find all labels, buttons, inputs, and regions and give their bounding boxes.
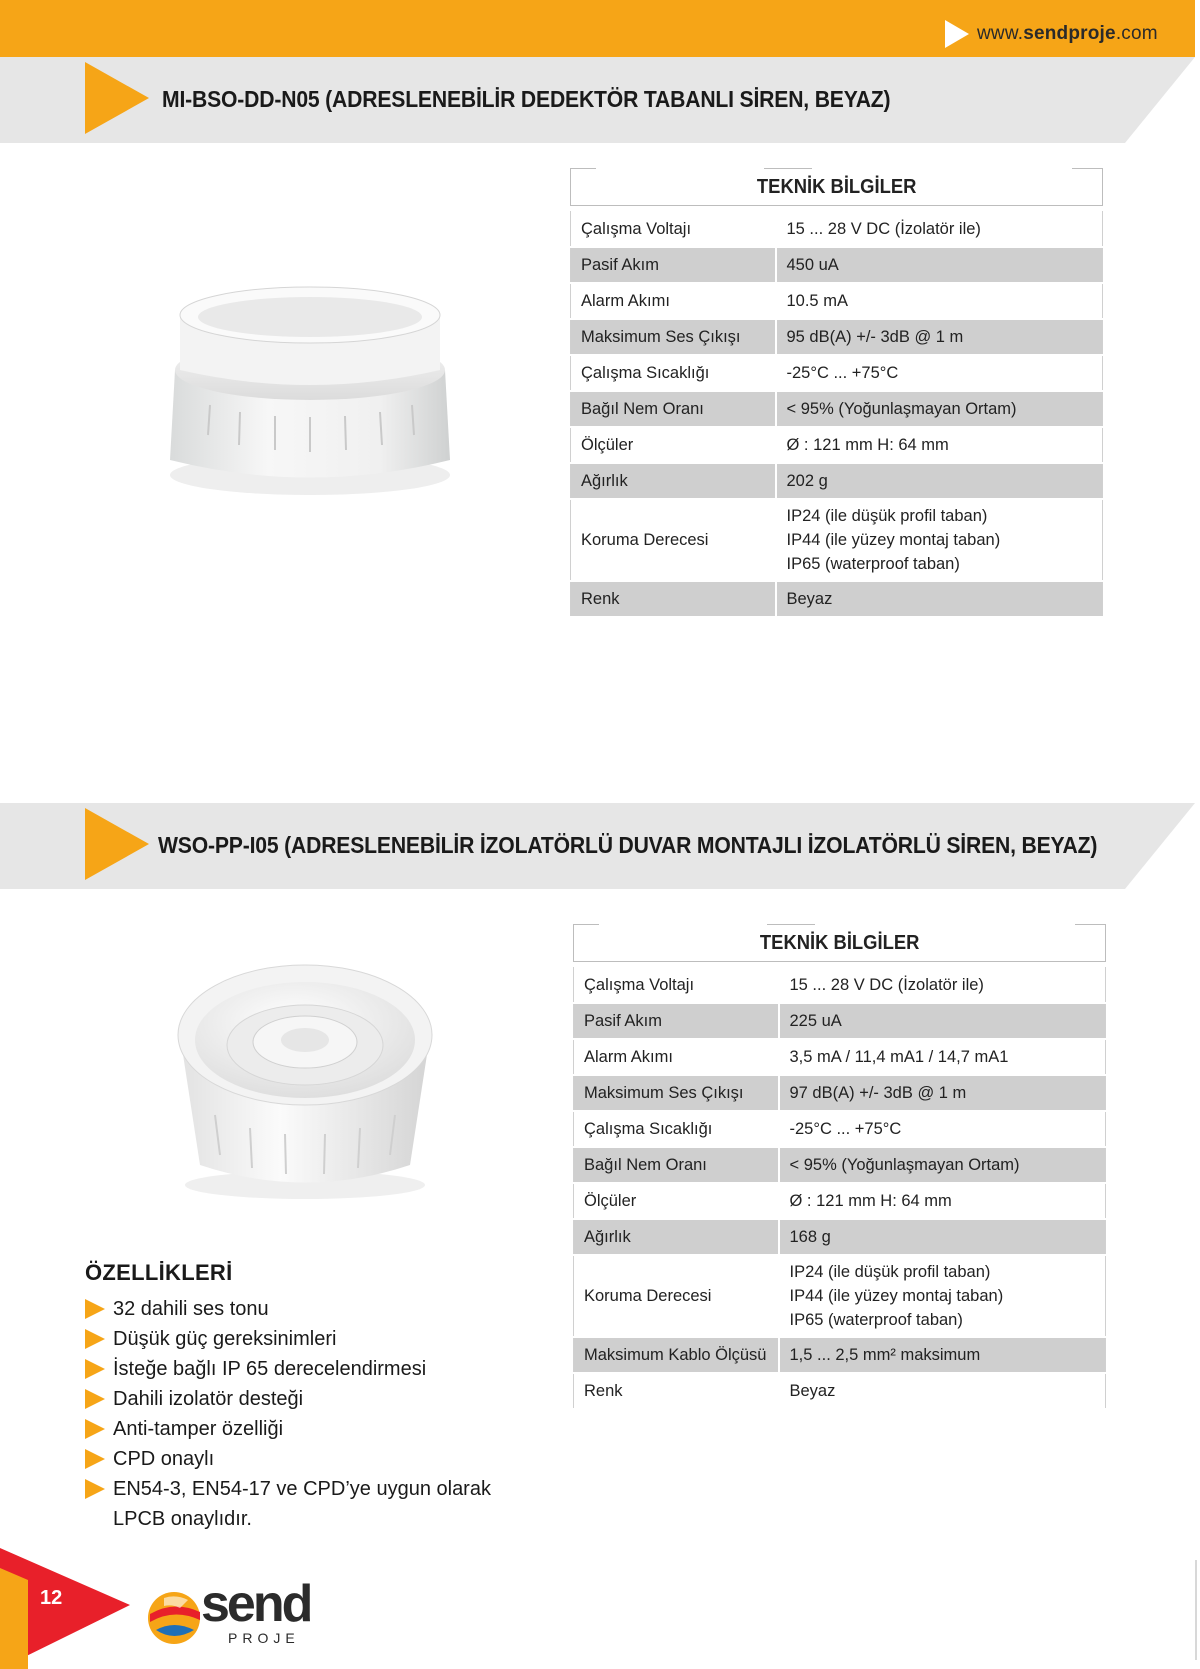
spec-value: IP24 (ile düşük profil taban) IP44 (ile yüzey montaj taban) IP65 (waterproof taban) xyxy=(779,1255,1106,1337)
spec-value: -25°C ... +75°C xyxy=(776,355,1103,391)
product-title-2: WSO-PP-I05 (ADRESLENEBİLİR İZOLATÖRLÜ DUVAR MONTAJLI İZOLATÖRLÜ SİREN, BEYAZ) xyxy=(158,832,1098,858)
send-proje-logo[interactable] xyxy=(146,1575,326,1652)
spec-row xyxy=(574,1003,1106,1039)
spec-value: < 95% (Yoğunlaşmayan Ortam) xyxy=(776,391,1103,427)
spec-label: Koruma Derecesi xyxy=(574,1255,779,1337)
logo-subtext: PROJE xyxy=(228,1630,300,1646)
feature-item: Dahili izolatör desteği xyxy=(85,1384,525,1414)
bullet-arrow-icon xyxy=(85,1419,105,1439)
spec-label: Renk xyxy=(571,581,776,617)
footer-page-triangle xyxy=(0,1548,130,1669)
spec-row xyxy=(571,463,1103,499)
spec-value: 15 ... 28 V DC (İzolatör ile) xyxy=(776,211,1103,247)
spec-row xyxy=(574,967,1106,1003)
spec-value: -25°C ... +75°C xyxy=(779,1111,1106,1147)
spec-table-2 xyxy=(573,924,1106,1410)
spec-label: Ölçüler xyxy=(574,1183,779,1219)
arrow-icon xyxy=(945,20,969,48)
features-list xyxy=(85,1294,525,1534)
spec-value: Ø : 121 mm H: 64 mm xyxy=(779,1183,1106,1219)
spec-value: 10.5 mA xyxy=(776,283,1103,319)
spec-label: Maksimum Ses Çıkışı xyxy=(571,319,776,355)
spec-value: Beyaz xyxy=(779,1373,1106,1409)
spec-table-1 xyxy=(570,168,1103,618)
spec-row xyxy=(571,355,1103,391)
spec-row xyxy=(571,499,1103,581)
feature-item: İsteğe bağlı IP 65 derecelendirmesi xyxy=(85,1354,525,1384)
spec-row xyxy=(574,1147,1106,1183)
spec-label: Maksimum Ses Çıkışı xyxy=(574,1075,779,1111)
spec-value: Beyaz xyxy=(776,581,1103,617)
spec-value: 15 ... 28 V DC (İzolatör ile) xyxy=(779,967,1106,1003)
bullet-arrow-icon xyxy=(85,1479,105,1499)
bullet-arrow-icon xyxy=(85,1449,105,1469)
spec-label: Çalışma Sıcaklığı xyxy=(571,355,776,391)
bullet-arrow-icon xyxy=(85,1299,105,1319)
spec-row xyxy=(571,581,1103,617)
bullet-arrow-icon xyxy=(85,1389,105,1409)
feature-item: EN54-3, EN54-17 ve CPD’ye uygun olarak LPCB onaylıdır. xyxy=(85,1474,525,1534)
spec-value: 3,5 mA / 11,4 mA1 / 14,7 mA1 xyxy=(779,1039,1106,1075)
spec-value: Ø : 121 mm H: 64 mm xyxy=(776,427,1103,463)
spec-label: Çalışma Voltajı xyxy=(574,967,779,1003)
spec-label: Çalışma Voltajı xyxy=(571,211,776,247)
spec-value: 1,5 ... 2,5 mm² maksimum xyxy=(779,1337,1106,1373)
spec-value: < 95% (Yoğunlaşmayan Ortam) xyxy=(779,1147,1106,1183)
spec-row xyxy=(574,1039,1106,1075)
bullet-arrow-icon xyxy=(85,1329,105,1349)
wall-siren-image xyxy=(160,950,450,1205)
feature-item: CPD onaylı xyxy=(85,1444,525,1474)
spec-row xyxy=(574,1373,1106,1409)
website-link[interactable] xyxy=(945,19,1158,49)
spec-label: Pasif Akım xyxy=(571,247,776,283)
spec-title: TEKNİK BİLGİLER xyxy=(756,175,917,198)
spec-label: Pasif Akım xyxy=(574,1003,779,1039)
spec-label: Alarm Akımı xyxy=(574,1039,779,1075)
spec-row xyxy=(571,391,1103,427)
spec-label: Koruma Derecesi xyxy=(571,499,776,581)
spec-label: Ölçüler xyxy=(571,427,776,463)
spec-row xyxy=(571,283,1103,319)
spec-row xyxy=(571,211,1103,247)
spec-row xyxy=(574,1111,1106,1147)
spec-row xyxy=(574,1219,1106,1255)
spec-value: 168 g xyxy=(779,1219,1106,1255)
spec-label: Bağıl Nem Oranı xyxy=(574,1147,779,1183)
spec-row xyxy=(574,1183,1106,1219)
right-edge-rule xyxy=(1192,1560,1200,1660)
page-number: 12 xyxy=(40,1587,63,1609)
spec-rows xyxy=(573,967,1106,1410)
spec-rows xyxy=(570,211,1103,618)
spec-row xyxy=(571,319,1103,355)
spec-label: Renk xyxy=(574,1373,779,1409)
features-section xyxy=(85,1260,525,1534)
bullet-arrow-icon xyxy=(85,1359,105,1379)
globe-logo-icon xyxy=(146,1590,202,1646)
spec-header xyxy=(570,168,1103,206)
spec-value: 225 uA xyxy=(779,1003,1106,1039)
spec-label: Ağırlık xyxy=(571,463,776,499)
spec-value: 202 g xyxy=(776,463,1103,499)
spec-value: IP24 (ile düşük profil taban) IP44 (ile yüzey montaj taban) IP65 (waterproof taban) xyxy=(776,499,1103,581)
spec-header xyxy=(573,924,1106,962)
logo-wordmark: send xyxy=(201,1575,311,1633)
spec-title: TEKNİK BİLGİLER xyxy=(759,931,920,954)
feature-item: Düşük güç gereksinimleri xyxy=(85,1324,525,1354)
spec-row xyxy=(571,427,1103,463)
website-url: www.sendproje.com xyxy=(977,23,1158,44)
product-title-1: MI-BSO-DD-N05 (ADRESLENEBİLİR DEDEKTÖR TABANLI SİREN, BEYAZ) xyxy=(162,86,891,112)
spec-row xyxy=(574,1075,1106,1111)
spec-label: Maksimum Kablo Ölçüsü xyxy=(574,1337,779,1373)
features-title: ÖZELLİKLERİ xyxy=(85,1260,233,1285)
siren-detector-base-image xyxy=(140,270,480,500)
spec-value: 450 uA xyxy=(776,247,1103,283)
section-arrow-icon xyxy=(85,62,149,134)
spec-value: 97 dB(A) +/- 3dB @ 1 m xyxy=(779,1075,1106,1111)
spec-label: Alarm Akımı xyxy=(571,283,776,319)
spec-row xyxy=(574,1255,1106,1337)
section-arrow-icon xyxy=(85,808,149,880)
spec-row xyxy=(571,247,1103,283)
feature-item: 32 dahili ses tonu xyxy=(85,1294,525,1324)
spec-value: 95 dB(A) +/- 3dB @ 1 m xyxy=(776,319,1103,355)
spec-label: Bağıl Nem Oranı xyxy=(571,391,776,427)
spec-label: Ağırlık xyxy=(574,1219,779,1255)
feature-item: Anti-tamper özelliği xyxy=(85,1414,525,1444)
spec-row xyxy=(574,1337,1106,1373)
spec-label: Çalışma Sıcaklığı xyxy=(574,1111,779,1147)
